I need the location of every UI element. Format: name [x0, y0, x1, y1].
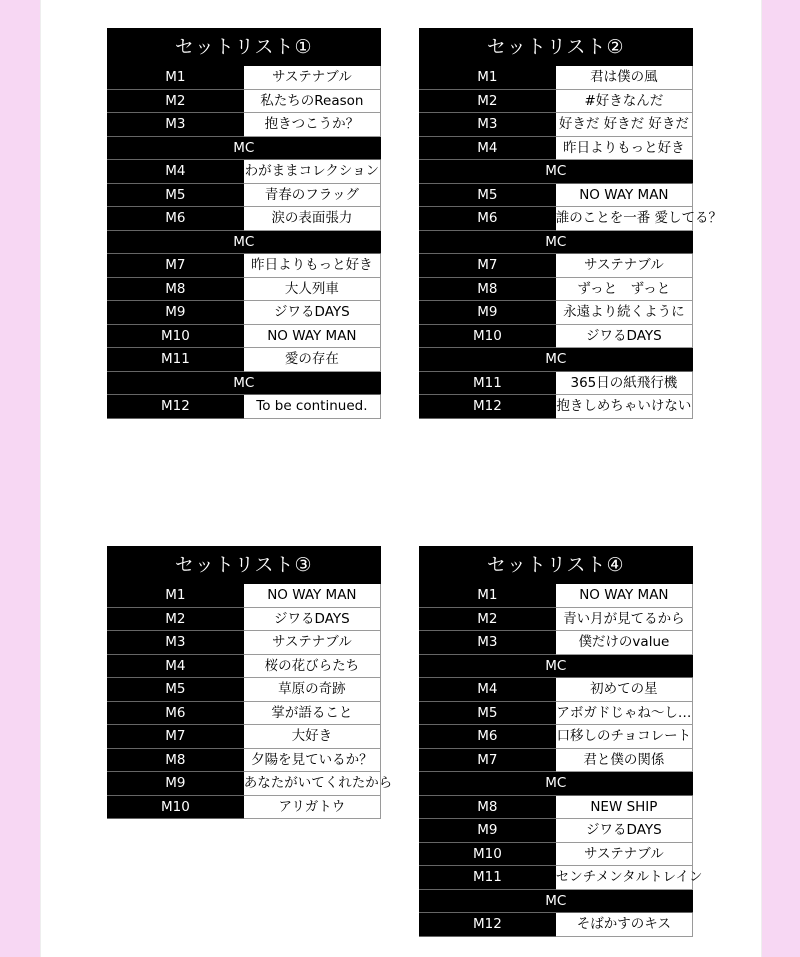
song-title: 365日の紙飛行機 — [556, 371, 693, 395]
song-number: M1 — [419, 66, 556, 89]
song-row — [419, 371, 693, 395]
song-number: M2 — [107, 607, 244, 631]
song-number: M6 — [107, 701, 244, 725]
song-title: 掌が語ること — [244, 701, 381, 725]
song-title: NO WAY MAN — [556, 584, 693, 607]
song-row — [419, 631, 693, 655]
song-title: 草原の奇跡 — [244, 678, 381, 702]
song-title: 愛の存在 — [244, 348, 381, 372]
mc-label: MC — [107, 371, 381, 395]
song-row — [107, 795, 381, 819]
song-number: M6 — [419, 725, 556, 749]
mc-row — [107, 230, 381, 254]
song-row — [419, 66, 693, 89]
song-title: NO WAY MAN — [244, 584, 381, 607]
song-row — [107, 89, 381, 113]
song-number: M4 — [107, 160, 244, 184]
song-row — [107, 607, 381, 631]
song-number: M7 — [419, 748, 556, 772]
mc-label: MC — [419, 230, 693, 254]
song-title: そばかすのキス — [556, 913, 693, 937]
song-number: M7 — [107, 725, 244, 749]
mc-row — [419, 889, 693, 913]
mc-label: MC — [419, 772, 693, 796]
song-row — [107, 66, 381, 89]
song-title: 好きだ 好きだ 好きだ — [556, 113, 693, 137]
song-title: 青春のフラッグ — [244, 183, 381, 207]
song-row — [419, 584, 693, 607]
song-number: M2 — [419, 607, 556, 631]
song-number: M9 — [107, 301, 244, 325]
setlist-title: セットリスト④ — [419, 546, 693, 584]
song-number: M7 — [419, 254, 556, 278]
song-title: 誰のことを一番 愛してる？ — [556, 207, 693, 231]
song-title: #好きなんだ — [556, 89, 693, 113]
song-row — [107, 348, 381, 372]
song-number: M7 — [107, 254, 244, 278]
song-row — [107, 207, 381, 231]
song-title: 君は僕の風 — [556, 66, 693, 89]
song-title: ジワるDAYS — [556, 819, 693, 843]
song-row — [107, 277, 381, 301]
song-title: 涙の表面張力 — [244, 207, 381, 231]
song-number: M8 — [419, 795, 556, 819]
song-number: M4 — [419, 678, 556, 702]
song-title: NO WAY MAN — [556, 183, 693, 207]
song-number: M9 — [419, 819, 556, 843]
song-row — [107, 160, 381, 184]
song-number: M3 — [419, 113, 556, 137]
song-title: 夕陽を見ているか？ — [244, 748, 381, 772]
song-row — [419, 678, 693, 702]
mc-label: MC — [419, 654, 693, 678]
song-number: M5 — [107, 678, 244, 702]
mc-label: MC — [107, 230, 381, 254]
mc-label: MC — [419, 348, 693, 372]
song-title: わがままコレクション — [244, 160, 381, 184]
mc-label: MC — [107, 136, 381, 160]
song-row — [107, 631, 381, 655]
song-row — [419, 183, 693, 207]
song-row — [107, 395, 381, 419]
mc-row — [419, 772, 693, 796]
song-number: M11 — [419, 371, 556, 395]
song-title: アリガトウ — [244, 795, 381, 819]
mc-row — [107, 371, 381, 395]
song-row — [419, 207, 693, 231]
song-number: M5 — [419, 183, 556, 207]
song-number: M10 — [107, 795, 244, 819]
song-row — [419, 89, 693, 113]
song-number: M5 — [419, 701, 556, 725]
song-number: M12 — [419, 913, 556, 937]
song-number: M11 — [419, 866, 556, 890]
song-row — [419, 795, 693, 819]
song-row — [419, 748, 693, 772]
song-number: M8 — [419, 277, 556, 301]
song-row — [107, 772, 381, 796]
song-row — [419, 136, 693, 160]
mc-row — [419, 160, 693, 184]
song-number: M9 — [107, 772, 244, 796]
mc-row — [107, 136, 381, 160]
song-number: M10 — [419, 324, 556, 348]
song-row — [419, 842, 693, 866]
song-row — [107, 725, 381, 749]
song-row — [107, 324, 381, 348]
song-number: M10 — [107, 324, 244, 348]
song-row — [107, 113, 381, 137]
song-title: 大好き — [244, 725, 381, 749]
song-title: サステナブル — [556, 254, 693, 278]
song-title: 僕だけのvalue — [556, 631, 693, 655]
setlist-title: セットリスト② — [419, 28, 693, 66]
song-row — [107, 584, 381, 607]
song-number: M12 — [107, 395, 244, 419]
song-number: M11 — [107, 348, 244, 372]
song-number: M2 — [419, 89, 556, 113]
song-number: M4 — [419, 136, 556, 160]
song-row — [107, 301, 381, 325]
song-row — [419, 819, 693, 843]
mc-label: MC — [419, 889, 693, 913]
song-title: 昨日よりもっと好き — [244, 254, 381, 278]
mc-label: MC — [419, 160, 693, 184]
song-title: 君と僕の関係 — [556, 748, 693, 772]
song-title: あなたがいてくれたから — [244, 772, 381, 796]
song-number: M8 — [107, 748, 244, 772]
song-row — [419, 301, 693, 325]
song-number: M3 — [107, 631, 244, 655]
song-title: 私たちのReason — [244, 89, 381, 113]
song-title: NEW SHIP — [556, 795, 693, 819]
song-number: M9 — [419, 301, 556, 325]
song-number: M2 — [107, 89, 244, 113]
song-number: M12 — [419, 395, 556, 419]
song-row — [107, 183, 381, 207]
song-number: M8 — [107, 277, 244, 301]
song-row — [419, 913, 693, 937]
song-number: M6 — [419, 207, 556, 231]
song-title: NO WAY MAN — [244, 324, 381, 348]
song-row — [419, 277, 693, 301]
song-title: ジワるDAYS — [244, 301, 381, 325]
song-row — [419, 701, 693, 725]
song-number: M10 — [419, 842, 556, 866]
song-title: 抱きしめちゃいけない — [556, 395, 693, 419]
song-title: ジワるDAYS — [556, 324, 693, 348]
song-row — [419, 725, 693, 749]
song-title: ずっと ずっと — [556, 277, 693, 301]
song-title: 大人列車 — [244, 277, 381, 301]
mc-row — [419, 230, 693, 254]
song-number: M3 — [419, 631, 556, 655]
song-title: 昨日よりもっと好き — [556, 136, 693, 160]
song-title: サステナブル — [244, 66, 381, 89]
song-number: M4 — [107, 654, 244, 678]
song-row — [107, 654, 381, 678]
song-row — [419, 866, 693, 890]
song-row — [107, 678, 381, 702]
song-title: アボガドじゃね〜し… — [556, 701, 693, 725]
song-title: 桜の花びらたち — [244, 654, 381, 678]
mc-row — [419, 654, 693, 678]
song-title: センチメンタルトレイン — [556, 866, 693, 890]
setlist-1-table — [107, 28, 381, 419]
song-number: M1 — [107, 584, 244, 607]
song-title: サステナブル — [556, 842, 693, 866]
song-title: 初めての星 — [556, 678, 693, 702]
song-number: M1 — [107, 66, 244, 89]
document-page — [40, 0, 762, 957]
song-row — [107, 254, 381, 278]
song-row — [419, 607, 693, 631]
song-title: サステナブル — [244, 631, 381, 655]
song-row — [419, 113, 693, 137]
setlist-2-table — [419, 28, 723, 419]
mc-row — [419, 348, 693, 372]
song-title: 永遠より続くように — [556, 301, 693, 325]
setlist-title: セットリスト③ — [107, 546, 381, 584]
song-row — [419, 324, 693, 348]
song-number: M6 — [107, 207, 244, 231]
setlist-title: セットリスト① — [107, 28, 381, 66]
song-row — [107, 748, 381, 772]
song-title: ジワるDAYS — [244, 607, 381, 631]
song-number: M5 — [107, 183, 244, 207]
song-row — [107, 701, 381, 725]
song-title: 抱きつこうか？ — [244, 113, 381, 137]
setlist-3-table — [107, 546, 393, 819]
song-title: 青い月が見てるから — [556, 607, 693, 631]
song-title: 口移しのチョコレート — [556, 725, 693, 749]
song-row — [419, 395, 693, 419]
song-number: M1 — [419, 584, 556, 607]
song-number: M3 — [107, 113, 244, 137]
song-title: To be continued. — [244, 395, 381, 419]
setlist-4-table — [419, 546, 703, 937]
song-row — [419, 254, 693, 278]
